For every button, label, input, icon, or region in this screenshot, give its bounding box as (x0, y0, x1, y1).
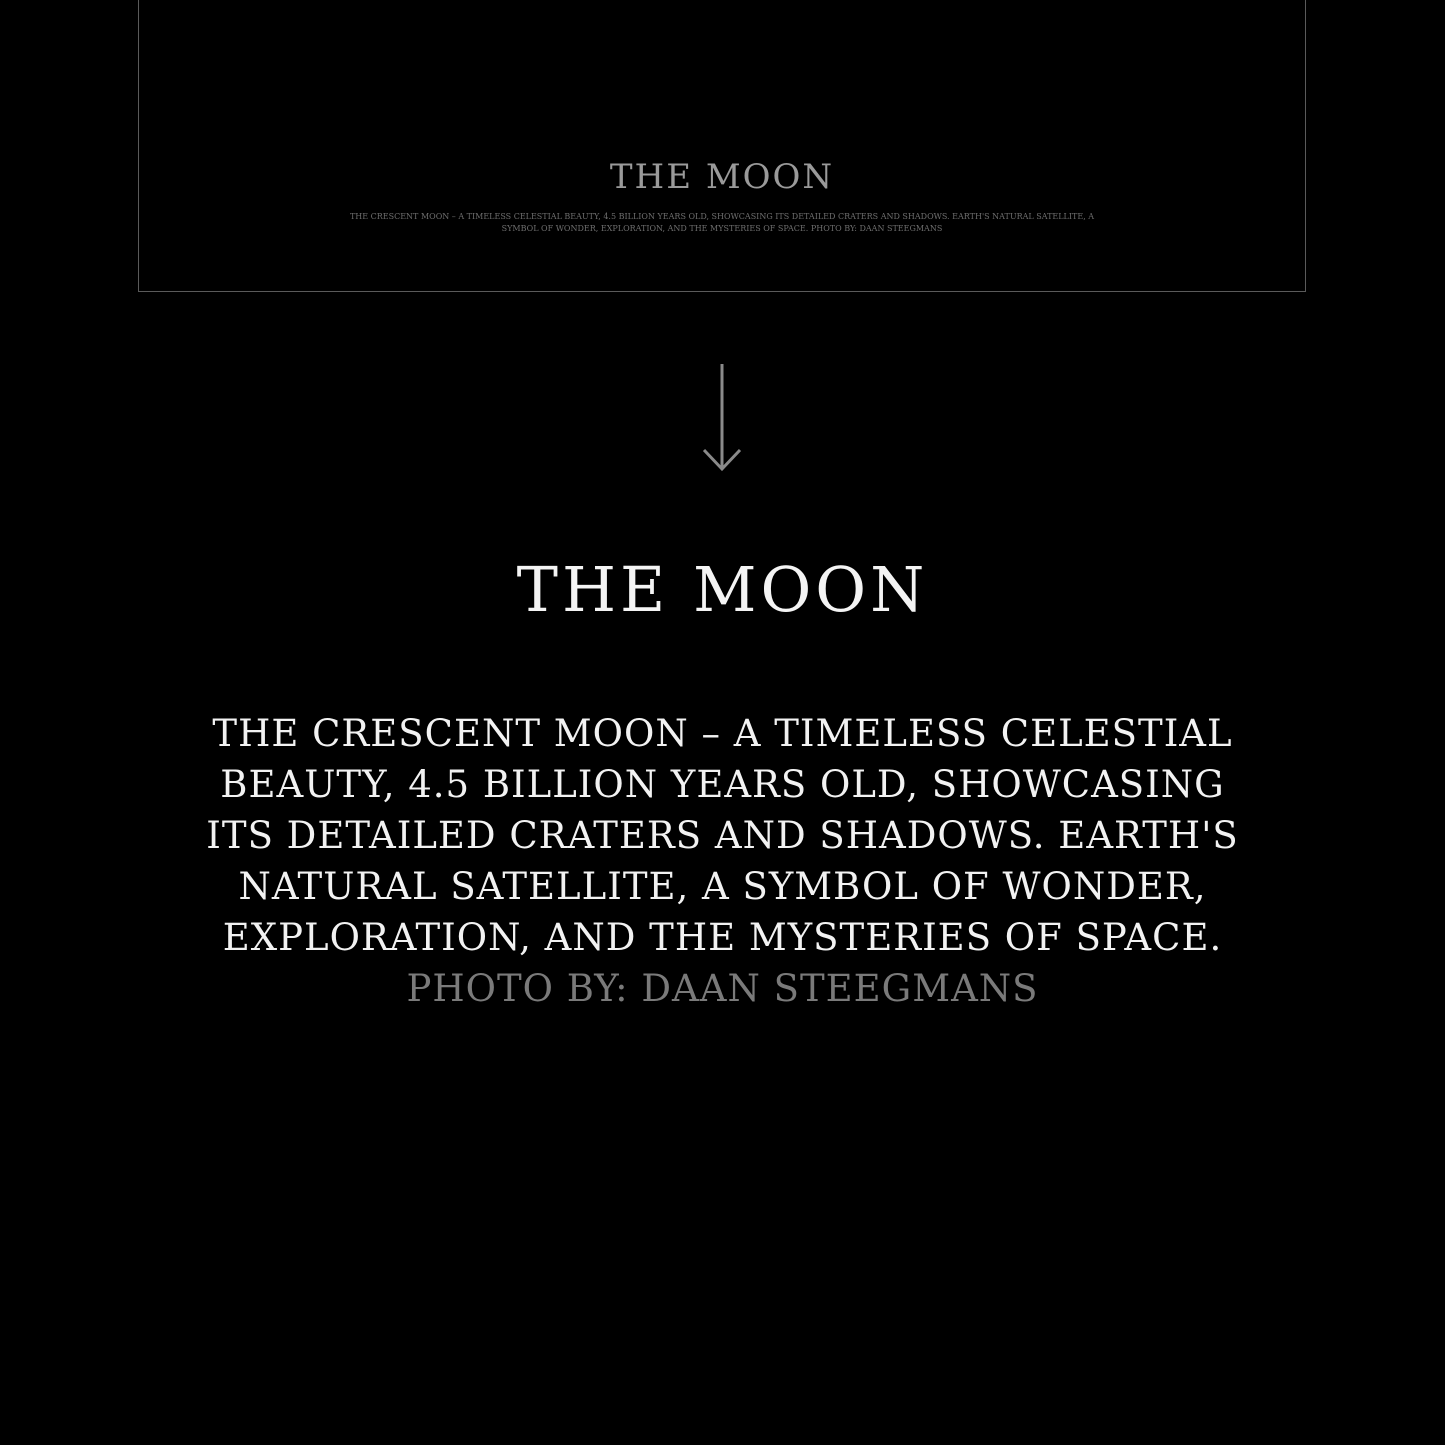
main-title: THE MOON (516, 553, 929, 626)
preview-description-text: THE CRESCENT MOON – A TIMELESS CELESTIAL BEAUTY, 4.5 BILLION YEARS OLD, SHOWCASING ITS DETAILED CRATERS AND SHADOWS. EARTH'S NATURAL SATELLITE, A SYMBOL OF WONDER, EXPLORATION, AND THE MYSTERIES OF SPACE. (349, 212, 1095, 233)
preview-description (349, 211, 1095, 235)
main-credit: PHOTO BY: DAAN STEEGMANS (406, 967, 1039, 1010)
main-description-text: THE CRESCENT MOON – A TIMELESS CELESTIAL BEAUTY, 4.5 BILLION YEARS OLD, SHOWCASING ITS DETAILED CRATERS AND SHADOWS. EARTH'S NATURAL SATELLITE, A SYMBOL OF WONDER, EXPLORATION, AND THE MYSTERIES OF SPACE. (206, 712, 1239, 959)
arrow-down-icon (692, 362, 752, 474)
main-description (195, 708, 1250, 1014)
preview-card (138, 0, 1306, 292)
preview-credit: PHOTO BY: DAAN STEEGMANS (810, 224, 943, 233)
preview-title: THE MOON (609, 157, 835, 197)
